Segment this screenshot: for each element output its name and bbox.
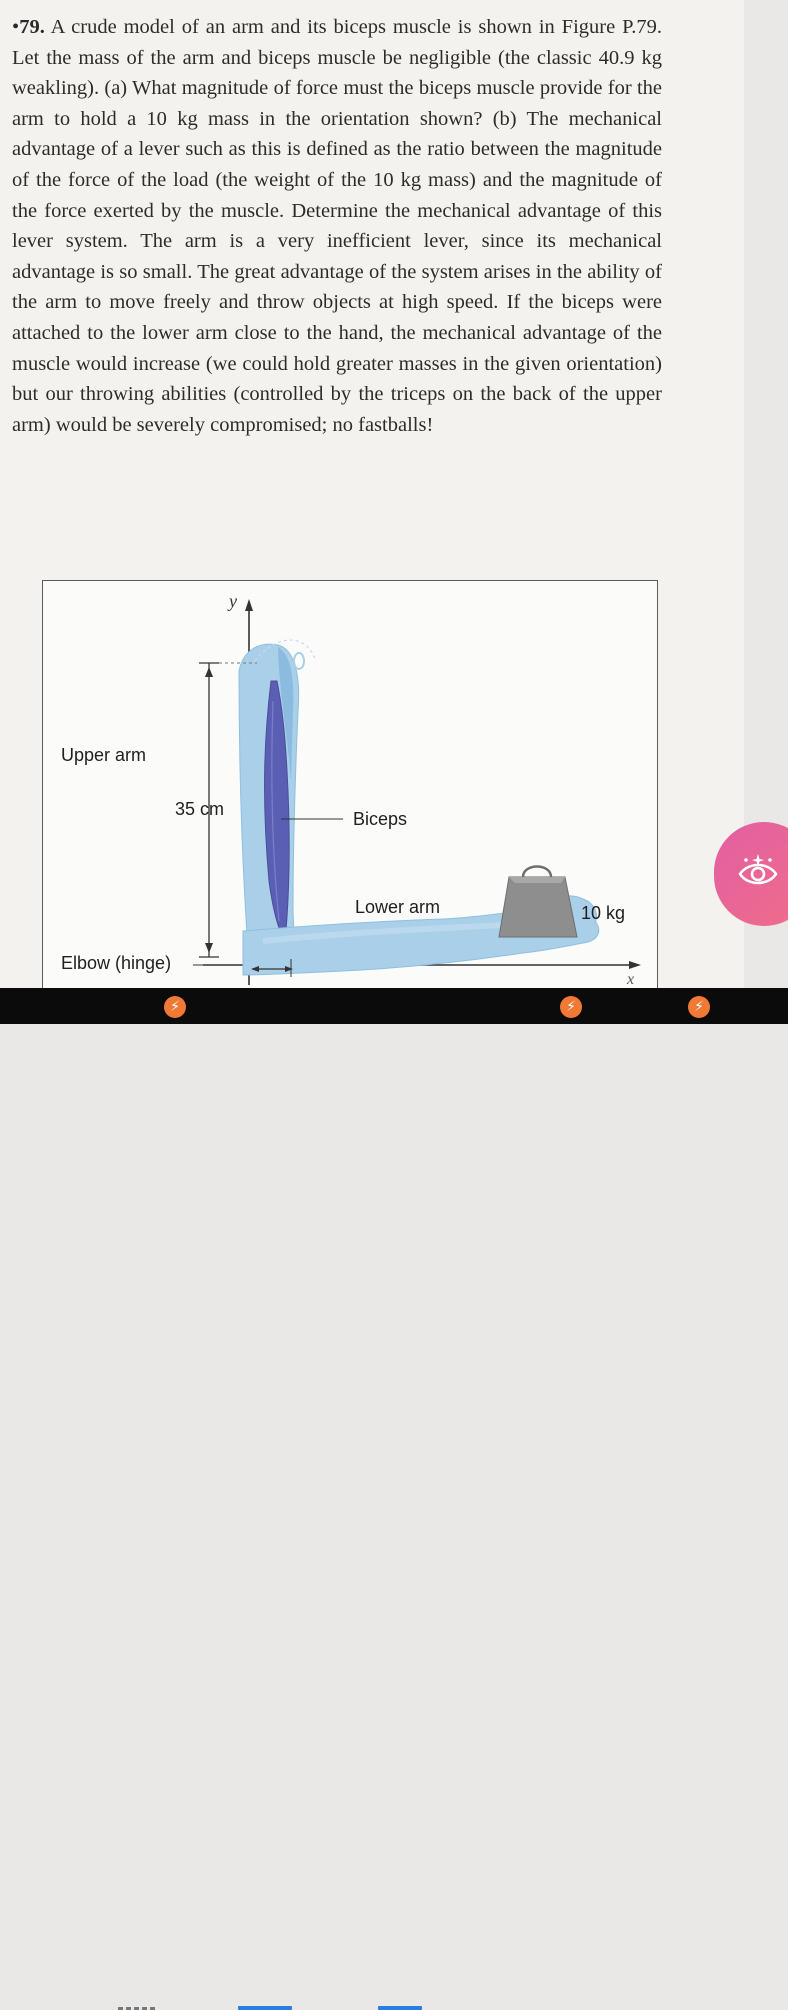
weight-handle: [523, 867, 551, 878]
textbook-page: [0, 0, 744, 988]
problem-text: A crude model of an arm and its biceps muscle is shown in Figure P.79. Let the mass of the arm and biceps muscle be negligible (the classic 40.9 kg weakling). (a) What magnitude of force must the biceps muscle provide for the arm to hold a 10 kg mass in the orientation shown? (b) The mechanical advantage of a lever such as this is defined as the ratio between the magnitude of the force of the load (the weight of the 10 kg mass) and the magnitude of the force exerted by the muscle. Determine the mechanical advantage of this lever system. The arm is a very inefficient lever, since its mechanical advantage is so small. The great advantage of the system arises in the ability of the arm to move freely and throw objects at high speed. If the biceps were attached to the lower arm close to the hand, the mechanical advantage of the muscle would increase (we could hold greater masses in the given orientation) but our throwing abilities (controlled by the triceps on the back of the upper arm) would be severely compromised; no fastballs!: [12, 16, 662, 436]
dimension-top-arrow: [205, 667, 213, 677]
dimension-bottom-arrow: [205, 943, 213, 953]
bolt-icon-2[interactable]: ⚡: [560, 996, 582, 1018]
figure-p79: [42, 580, 658, 989]
nav-indicator-1[interactable]: [238, 2006, 292, 2010]
x-axis-label: x: [627, 971, 635, 988]
mass-label: 10 kg: [581, 903, 626, 923]
y-axis-label: y: [229, 591, 237, 611]
bottom-toolbar: [0, 988, 788, 1024]
eye-sparkle-icon: [736, 852, 780, 892]
shoulder-joint: [294, 653, 304, 669]
upper-arm-label: Upper arm: [61, 745, 147, 765]
problem-79: [12, 12, 662, 440]
y-axis-arrow: [245, 599, 253, 611]
x-axis-arrow: [629, 961, 641, 969]
biceps-label: Biceps: [353, 809, 408, 829]
nav-indicator-2[interactable]: [378, 2006, 422, 2010]
bolt-icon-1[interactable]: ⚡: [164, 996, 186, 1018]
weight-body: [499, 877, 577, 937]
length-label: 35 cm: [175, 799, 225, 819]
weight-top: [509, 877, 565, 883]
problem-number: 79.: [19, 16, 45, 38]
lower-arm-label: Lower arm: [355, 897, 441, 917]
arm-diagram: [43, 581, 657, 989]
bolt-icon-3[interactable]: ⚡: [688, 996, 710, 1018]
elbow-label: Elbow (hinge): [61, 953, 172, 973]
problem-bullet: •: [12, 16, 20, 38]
